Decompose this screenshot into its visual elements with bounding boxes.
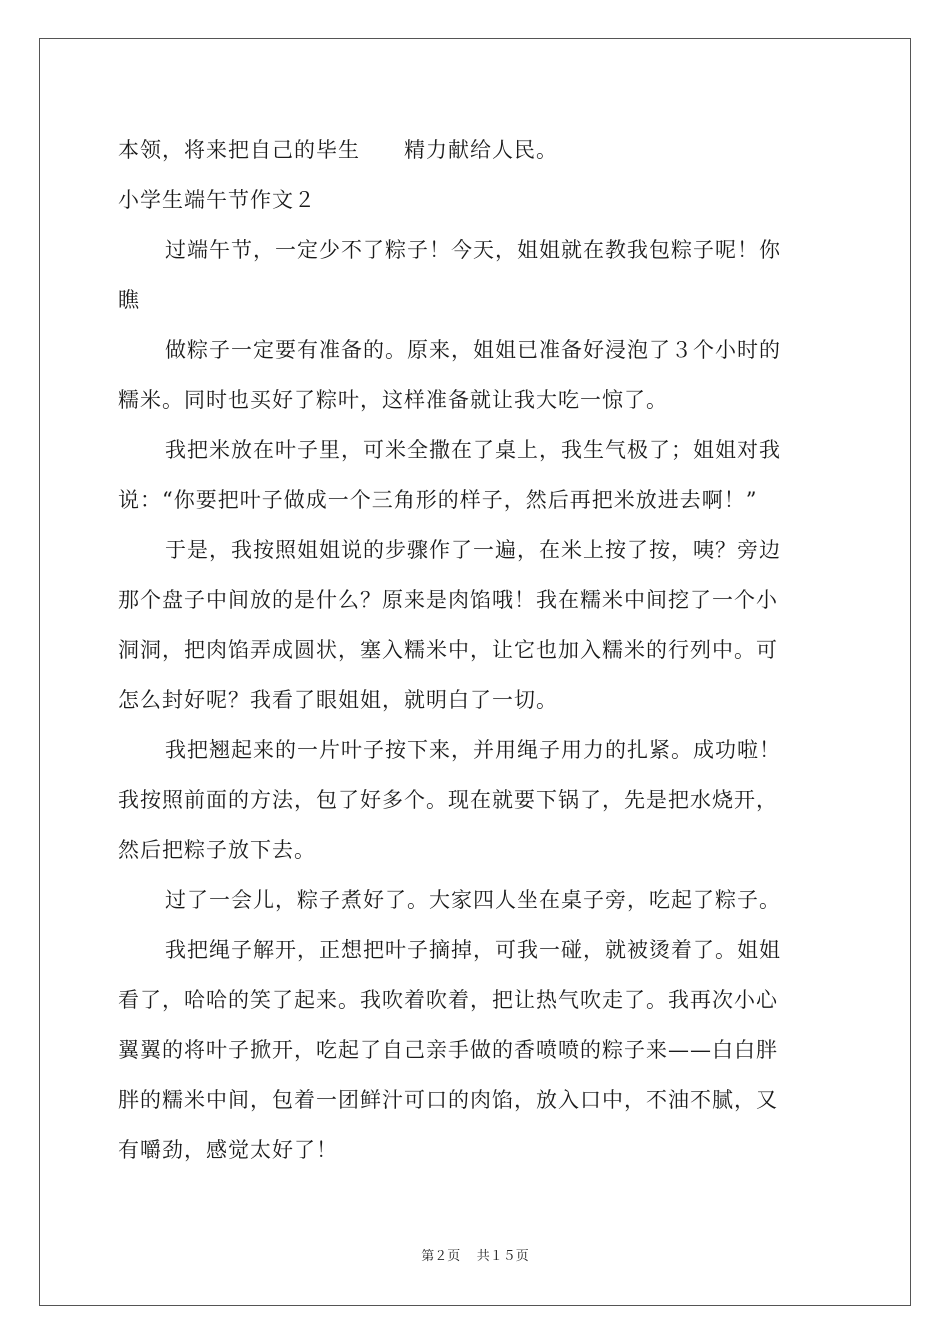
text-line: 然后把粽子放下去。 (118, 838, 316, 862)
text-line: 翼翼的将叶子掀开，吃起了自己亲手做的香喷喷的粽子来——白白胖 (118, 1038, 778, 1062)
text-line: 我把绳子解开，正想把叶子摘掉，可我一碰，就被烫着了。姐姐 (165, 938, 781, 962)
text-line: 有嚼劲，感觉太好了！ (118, 1138, 338, 1162)
essay-title: 小学生端午节作文２ (118, 188, 316, 212)
text-line: 那个盘子中间放的是什么？原来是肉馅哦！我在糯米中间挖了一个小 (118, 588, 778, 612)
text-line: 过了一会儿，粽子煮好了。大家四人坐在桌子旁，吃起了粽子。 (165, 888, 781, 912)
text-line: 洞洞，把肉馅弄成圆状，塞入糯米中，让它也加入糯米的行列中。可 (118, 638, 778, 662)
text-line: 过端午节，一定少不了粽子！今天，姐姐就在教我包粽子呢！你 (165, 238, 781, 262)
text-line: 我把米放在叶子里，可米全撒在了桌上，我生气极了；姐姐对我 (165, 438, 781, 462)
text-line: 看了，哈哈的笑了起来。我吹着吹着，把让热气吹走了。我再次小心 (118, 988, 778, 1012)
page-total: 共１５页 (476, 1249, 529, 1264)
page-number: 第２页 (421, 1249, 461, 1264)
text-line: 本领，将来把自己的毕生 精力献给人民。 (118, 138, 558, 162)
text-line: 胖的糯米中间，包着一团鲜汁可口的肉馅，放入口中，不油不腻，又 (118, 1088, 778, 1112)
text-line: 糯米。同时也买好了粽叶，这样准备就让我大吃一惊了。 (118, 388, 668, 412)
text-line: 怎么封好呢？我看了眼姐姐，就明白了一切。 (118, 688, 558, 712)
page-border (39, 38, 911, 1306)
text-line: 瞧 (118, 288, 140, 312)
page-footer (0, 1248, 950, 1266)
text-line: 做粽子一定要有准备的。原来，姐姐已准备好浸泡了３个小时的 (165, 338, 781, 362)
text-line: 我按照前面的方法，包了好多个。现在就要下锅了，先是把水烧开， (118, 788, 778, 812)
text-line: 于是，我按照姐姐说的步骤作了一遍，在米上按了按，咦？旁边 (165, 538, 781, 562)
text-line: 我把翘起来的一片叶子按下来，并用绳子用力的扎紧。成功啦！ (165, 738, 781, 762)
text-line: 说：“你要把叶子做成一个三角形的样子，然后再把米放进去啊！” (118, 488, 758, 512)
